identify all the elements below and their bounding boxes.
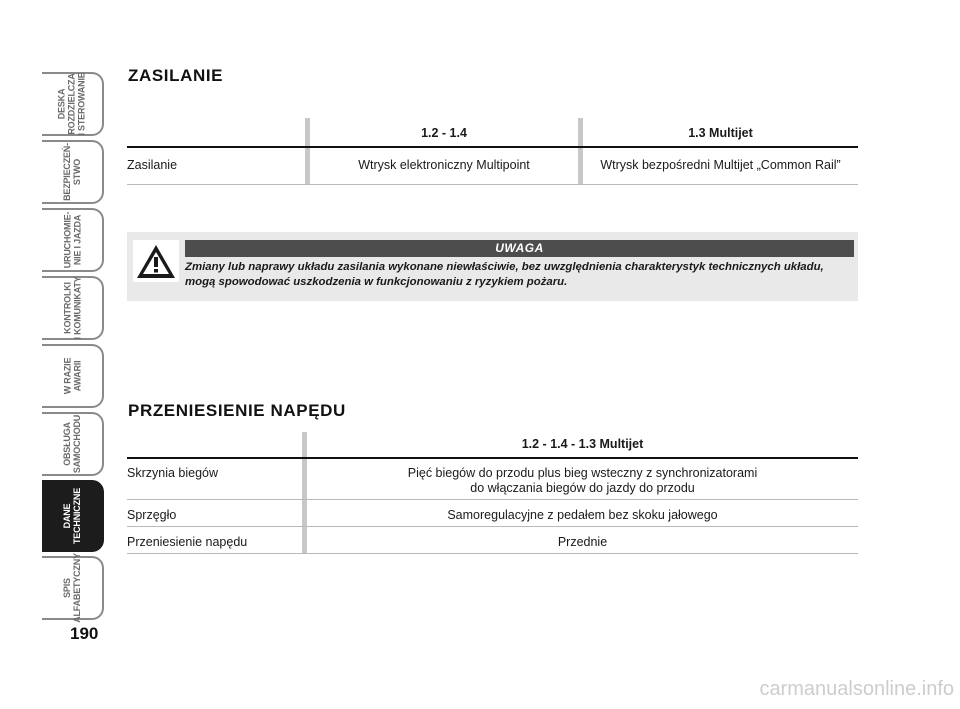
warning-box: [127, 232, 858, 301]
tab-label: URUCHOMIE- NIE I JAZDA: [62, 211, 82, 269]
przeniesienie-napedu-table: [127, 432, 858, 556]
cell-line: do włączania biegów do jazdy do przodu: [470, 481, 695, 495]
tab-deska-rozdzielcza[interactable]: [42, 72, 104, 136]
cell-value: Wtrysk elektroniczny Multipoint: [358, 158, 530, 172]
row-rule: [127, 526, 858, 527]
tab-label: BEZPIECZEŃ- STWO: [62, 143, 82, 201]
tab-label: SPIS ALFABETYCZNY: [62, 553, 83, 623]
zasilanie-table: [127, 118, 858, 186]
warning-triangle-icon: [133, 240, 179, 282]
section-title-przeniesienie-napedu: PRZENIESIENIE NAPĘDU: [128, 401, 346, 420]
header-rule: [127, 457, 858, 459]
cell-value: Wtrysk bezpośredni Multijet „Common Rail”: [600, 158, 841, 172]
warning-title: UWAGA: [185, 240, 854, 257]
row-label: Sprzęgło: [127, 508, 177, 522]
row-rule: [127, 184, 858, 185]
row-label: Skrzynia biegów: [127, 466, 219, 480]
cell-line: Pięć biegów do przodu plus bieg wsteczny z synchronizatorami: [407, 466, 758, 480]
column-header: 1.3 Multijet: [688, 126, 753, 140]
tab-bezpieczenstwo[interactable]: [42, 140, 104, 204]
row-rule: [127, 553, 858, 554]
cell-value: Przednie: [557, 535, 608, 549]
header-rule: [127, 146, 858, 148]
tab-label: DANE TECHNICZNE: [62, 488, 82, 544]
column-header: 1.2 - 1.4 - 1.3 Multijet: [521, 437, 644, 451]
tab-label: W RAZIE AWARII: [61, 357, 82, 395]
row-label: Zasilanie: [127, 158, 178, 172]
page-number: 190: [70, 624, 99, 643]
tab-label: KONTROLKI I KOMUNIKATY: [62, 276, 82, 340]
tab-dane-techniczne[interactable]: [42, 480, 104, 552]
warning-text: Zmiany lub naprawy układu zasilania wykonane niewłaściwie, bez uwzględnienia charakterystyk technicznych układu, mogą spowodować uszkodzenia w funkcjonowaniu z ryzykiem pożaru.: [185, 261, 824, 288]
tab-label: DESKA ROZDZIELCZA I STEROWANIE: [57, 72, 88, 136]
tab-obsluga-samochodu[interactable]: [42, 412, 104, 476]
tab-w-razie-awarii[interactable]: [42, 344, 104, 408]
section-title-zasilanie: ZASILANIE: [128, 66, 224, 85]
tab-uruchomienie-i-jazda[interactable]: [42, 208, 104, 272]
cell-value: Samoregulacyjne z pedałem bez skoku jałowego: [447, 508, 718, 522]
tab-spis-alfabetyczny[interactable]: [42, 553, 104, 623]
cell-value: [307, 466, 858, 496]
tab-label: OBSŁUGA SAMOCHODU: [61, 414, 82, 474]
tab-kontrolki-i-komunikaty[interactable]: [42, 276, 104, 340]
row-rule: [127, 499, 858, 500]
watermark: carmanualsonline.info: [759, 678, 954, 700]
row-label: Przeniesienie napędu: [127, 535, 248, 549]
column-header: 1.2 - 1.4: [421, 126, 467, 140]
